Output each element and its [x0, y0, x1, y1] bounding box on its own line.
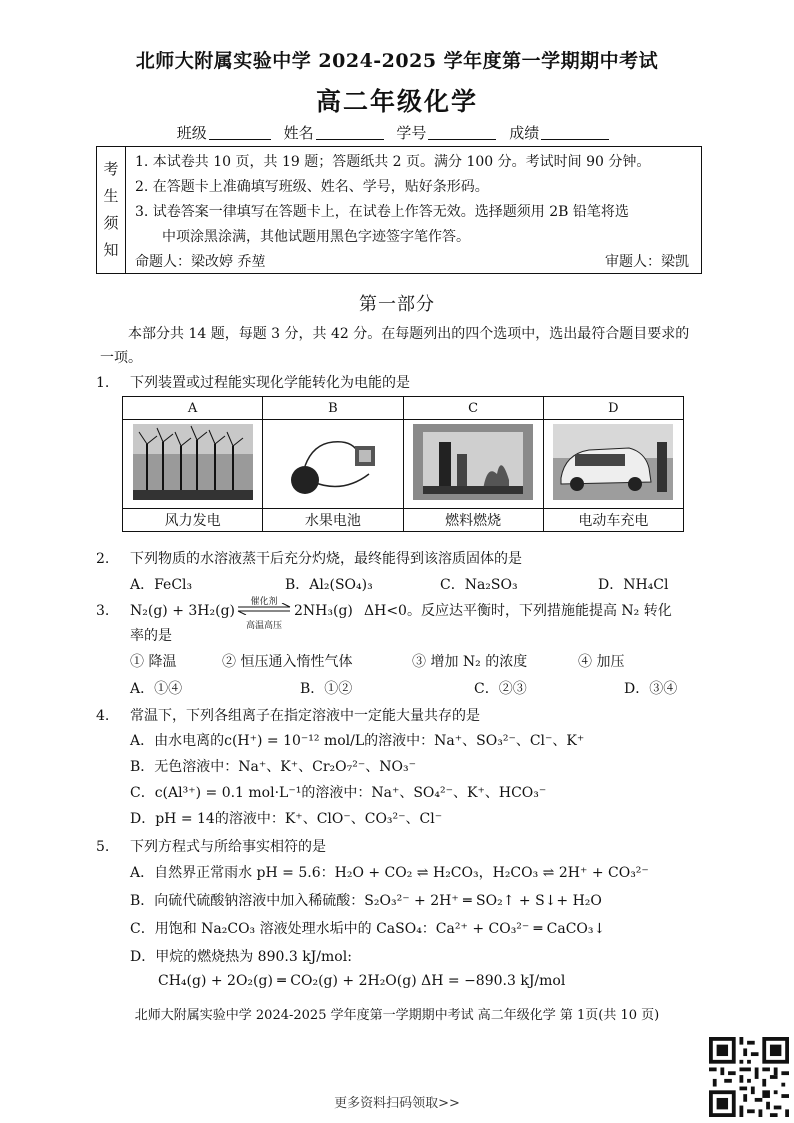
q1-caption-b: 水果电池 — [263, 509, 403, 532]
q3-catalyst: 催化剂 — [250, 597, 278, 607]
q1-header-a: A — [123, 397, 263, 420]
q2-option-d: D．NH₄Cl — [598, 577, 669, 593]
q5-option-d-equation: CH₄(g) + 2O₂(g) ═ CO₂(g) + 2H₂O(g) ΔH = −890.3 kJ/mol — [158, 973, 566, 989]
part-intro: 本部分共 14 题，每题 3 分，共 42 分。在每题列出的四个选项中，选出最符合题目要求的一项。 — [100, 326, 690, 366]
q2-option-b: B．Al₂(SO₄)₃ — [285, 577, 373, 593]
question-number: 4. — [96, 708, 110, 724]
field-score-blank — [541, 139, 609, 140]
q5-option-c: C．用饱和 Na₂CO₃ 溶液处理水垢中的 CaSO₄：Ca²⁺ + CO₃²⁻ ═ CaCO₃↓ — [130, 921, 606, 937]
q3-measure-3: ③ 增加 N₂ 的浓度 — [412, 654, 528, 670]
notice-signatures — [135, 250, 695, 275]
notice-label: 考 生 须 知 — [97, 147, 126, 273]
student-info-line — [0, 122, 794, 143]
wind-turbine-image — [133, 424, 253, 500]
q4-option-a: A．由水电离的c(H⁺) = 10⁻¹² mol/L的溶液中：Na⁺、SO₃²⁻、Cl⁻、K⁺ — [130, 733, 585, 749]
q4-option-c: C．c(Al³⁺) = 0.1 mol·L⁻¹的溶液中：Na⁺、SO₄²⁻、K⁺、HCO₃⁻ — [130, 785, 547, 801]
fuel-burning-image — [413, 424, 533, 500]
field-id-label: 学号 — [396, 124, 427, 142]
question-stem: 下列方程式与所给事实相符的是 — [130, 839, 326, 855]
q3-measure-4: ④ 加压 — [578, 654, 625, 670]
notice-item: 1. 本试卷共 10 页，共 19 题；答题纸共 2 页。满分 100 分。考试时间 90 分钟。 — [135, 154, 651, 170]
question-number: 3. — [96, 603, 110, 619]
page-footer: 北师大附属实验中学 2024-2025 学年度第一学期期中考试 高二年级化学 第 1页(共 10 页) — [134, 1008, 660, 1023]
reviewer-name: 审题人：梁凯 — [605, 254, 689, 270]
notice-body — [135, 150, 695, 275]
field-id-blank — [428, 139, 496, 140]
question-number: 2. — [96, 551, 110, 567]
field-class-blank — [209, 139, 271, 140]
ev-charging-image — [553, 424, 673, 500]
question-stem: 常温下，下列各组离子在指定溶液中一定能大量共存的是 — [130, 708, 480, 724]
field-name-label: 姓名 — [283, 124, 314, 142]
part-title: 第一部分 — [359, 294, 435, 315]
q3-measure-1: ① 降温 — [130, 654, 177, 670]
q3-condition: 高温高压 — [245, 621, 282, 631]
q2-option-a: A．FeCl₃ — [130, 577, 193, 593]
q3-eq-left: N₂(g) + 3H₂(g) — [130, 603, 235, 619]
question-stem: 下列物质的水溶液蒸干后充分灼烧，最终能得到该溶质固体的是 — [130, 551, 522, 567]
q1-caption-d: 电动车充电 — [543, 509, 683, 532]
q4-option-d: D．pH = 14的溶液中：K⁺、ClO⁻、CO₃²⁻、Cl⁻ — [130, 811, 443, 827]
q3-option-a: A．①④ — [130, 681, 183, 697]
q1-image-table — [122, 396, 684, 532]
q3-dh: ΔH<0。反应达平衡时，下列措施能提高 N₂ 转化 — [364, 603, 672, 619]
notice-box — [96, 146, 702, 274]
exam-subtitle: 高二年级化学 — [315, 87, 478, 116]
notice-item: 中项涂黑涂满，其他试题用黑色字迹签字笔作答。 — [162, 229, 470, 245]
q3-option-d: D．③④ — [624, 681, 678, 697]
q1-caption-a: 风力发电 — [123, 509, 263, 532]
q1-caption-c: 燃料燃烧 — [403, 509, 543, 532]
q5-option-d: D．甲烷的燃烧热为 890.3 kJ/mol: — [130, 949, 352, 965]
bottom-link[interactable]: 更多资料扫码领取>> — [334, 1096, 460, 1111]
fruit-battery-image — [273, 424, 393, 500]
q3-measure-2: ② 恒压通入惰性气体 — [222, 654, 353, 670]
question-number: 5. — [96, 839, 110, 855]
q3-eq-right: 2NH₃(g) — [294, 603, 353, 619]
q5-option-a: A．自然界正常雨水 pH = 5.6：H₂O + CO₂ ⇌ H₂CO₃，H₂CO₃ ⇌ 2H⁺ + CO₃²⁻ — [130, 865, 649, 881]
field-name-blank — [316, 139, 384, 140]
question-number: 1. — [96, 375, 110, 391]
q2-option-c: C．Na₂SO₃ — [440, 577, 518, 593]
exam-title: 北师大附属实验中学 2024-2025 学年度第一学期期中考试 — [135, 50, 659, 72]
question-stem: 下列装置或过程能实现化学能转化为电能的是 — [130, 375, 410, 391]
q3-option-b: B．①② — [300, 681, 353, 697]
q3-option-c: C．②③ — [474, 681, 527, 697]
q4-option-b: B．无色溶液中：Na⁺、K⁺、Cr₂O₇²⁻、NO₃⁻ — [130, 759, 416, 775]
notice-item: 2. 在答题卡上准确填写班级、姓名、学号，贴好条形码。 — [135, 179, 489, 195]
q1-header-b: B — [263, 397, 403, 420]
field-class-label: 班级 — [176, 124, 207, 142]
q5-option-b: B．向硫代硫酸钠溶液中加入稀硫酸：S₂O₃²⁻ + 2H⁺ ═ SO₂↑ + S↓+ H₂O — [130, 893, 602, 909]
q1-header-c: C — [403, 397, 543, 420]
setter-name: 命题人：梁改婷 乔堃 — [135, 254, 266, 270]
field-score-label: 成绩 — [509, 124, 540, 142]
notice-item: 3. 试卷答案一律填写在答题卡上，在试卷上作答无效。选择题须用 2B 铅笔将选 — [135, 204, 629, 220]
q3-stem2: 率的是 — [130, 628, 172, 644]
q1-header-d: D — [543, 397, 683, 420]
